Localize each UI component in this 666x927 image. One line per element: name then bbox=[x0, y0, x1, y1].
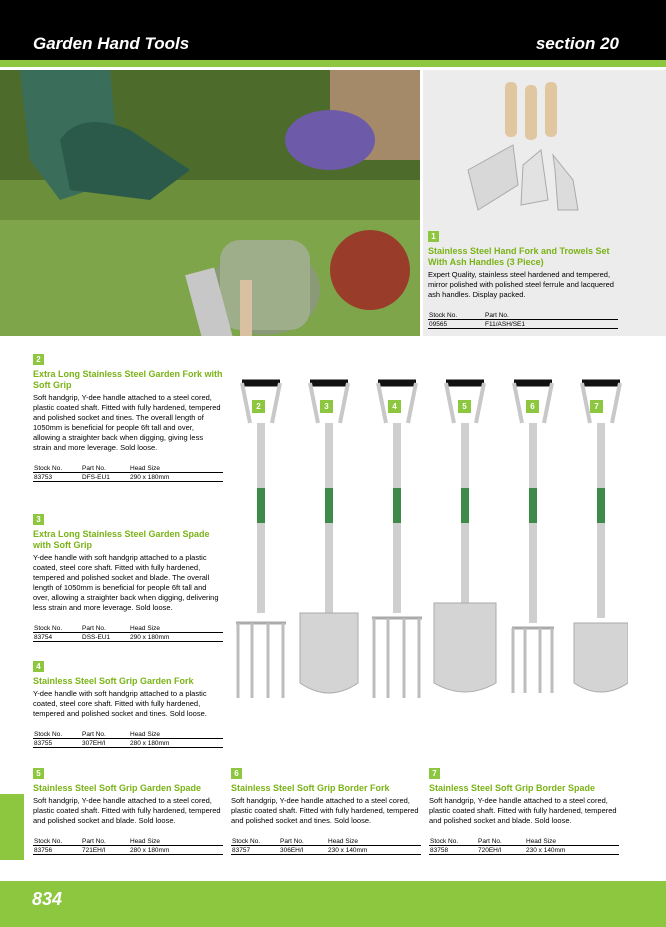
product-title: Stainless Steel Soft Grip Border Spade bbox=[429, 783, 596, 793]
product-number: 7 bbox=[429, 768, 440, 779]
tool-label-4: 4 bbox=[388, 400, 401, 413]
border-spade-tool bbox=[574, 383, 628, 692]
page-header bbox=[0, 0, 666, 60]
product-6 bbox=[231, 763, 421, 855]
product-title: Stainless Steel Soft Grip Garden Spade bbox=[33, 783, 202, 793]
tool-label-6: 6 bbox=[526, 400, 539, 413]
product-5 bbox=[33, 763, 223, 855]
stock-no: 09565 bbox=[428, 320, 484, 329]
product-number: 4 bbox=[33, 661, 44, 672]
col-part: Part No. bbox=[484, 303, 618, 320]
product-description: Soft handgrip, Y-dee handle attached to a steel cored, plastic coated shaft. Fitted with fully hardened, tempered and polished socket and tines. The overall length of 1050mm is beneficial for people 6ft tall and over, allowing a straighter back when digging, giving less strain and more leverage. Sold loose. bbox=[33, 393, 221, 452]
page-title: Garden Hand Tools bbox=[33, 34, 190, 53]
col-stock: Stock No. bbox=[428, 303, 484, 320]
stock-table bbox=[428, 303, 618, 329]
product-description: Y-dee handle with soft handgrip attached to a plastic coated, steel core shaft. Fitted with fully hardened, tempered and polished socket and tines. Sold loose. bbox=[33, 689, 207, 718]
product-number: 2 bbox=[33, 354, 44, 365]
page-number: 834 bbox=[32, 889, 63, 909]
hand-tools-image bbox=[423, 70, 666, 225]
part-no: F11/ASH/SE1 bbox=[484, 320, 618, 329]
tool-label-5: 5 bbox=[458, 400, 471, 413]
tool-label-2: 2 bbox=[252, 400, 265, 413]
spade-tool bbox=[434, 383, 496, 692]
product-title: Extra Long Stainless Steel Garden Spade with Soft Grip bbox=[33, 529, 210, 550]
garden-photo bbox=[0, 70, 420, 336]
page-footer bbox=[0, 881, 666, 927]
product-description: Y-dee handle with soft handgrip attached to a plastic coated, steel core shaft. Fitted with fully hardened, tempered and polished socket and blade. The overall length of 1050mm is beneficial for people 6ft tall and over, allowing a straighter back when digging, delivering less strain and more leverage. Sold loose. bbox=[33, 553, 219, 612]
stock-table: Stock No. Part No. Head Size 83754 DSS-EU1 290 x 180mm bbox=[33, 616, 223, 642]
product-1-panel bbox=[423, 70, 666, 336]
section-label: section 20 bbox=[535, 34, 619, 53]
product-2 bbox=[33, 349, 223, 482]
stock-table: Stock No. Part No. Head Size 83753 DFS-EU1 290 x 180mm bbox=[33, 456, 223, 482]
product-description: Expert Quality, stainless steel hardened and tempered, mirror polished with polished steel ferrule and lacquered ash handles. Display packed. bbox=[428, 270, 614, 299]
spade-tool bbox=[300, 383, 358, 693]
tool-label-7: 7 bbox=[590, 400, 603, 413]
product-title: Stainless Steel Hand Fork and Trowels Set With Ash Handles (3 Piece) bbox=[428, 246, 610, 267]
product-description: Soft handgrip, Y-dee handle attached to a steel cored, plastic coated shaft. Fitted with fully hardened, tempered and polished socket and blade. Sold loose. bbox=[429, 796, 617, 825]
product-number: 3 bbox=[33, 514, 44, 525]
product-number: 1 bbox=[428, 231, 439, 242]
product-3 bbox=[33, 509, 223, 642]
product-description: Soft handgrip, Y-dee handle attached to a steel cored, plastic coated shaft. Fitted with fully hardened, tempered and polished socket and blade. Sold loose. bbox=[33, 796, 221, 825]
border-fork-tool bbox=[512, 383, 554, 693]
product-title: Stainless Steel Soft Grip Garden Fork bbox=[33, 676, 194, 686]
product-number: 5 bbox=[33, 768, 44, 779]
header-accent-bar bbox=[0, 60, 666, 67]
tool-label-3: 3 bbox=[320, 400, 333, 413]
product-7 bbox=[429, 763, 619, 855]
stock-table: Stock No. Part No. Head Size 83758 720EH/I 230 x 140mm bbox=[429, 829, 619, 855]
stock-table: Stock No. Part No. Head Size 83756 721EH/I 280 x 180mm bbox=[33, 829, 223, 855]
fork-tool bbox=[236, 383, 286, 698]
product-title: Extra Long Stainless Steel Garden Fork with Soft Grip bbox=[33, 369, 223, 390]
product-4 bbox=[33, 656, 223, 748]
side-tab bbox=[0, 794, 24, 860]
stock-table: Stock No. Part No. Head Size 83757 306EH/I 230 x 140mm bbox=[231, 829, 421, 855]
product-title: Stainless Steel Soft Grip Border Fork bbox=[231, 783, 390, 793]
garden-tools-image bbox=[228, 378, 628, 708]
product-description: Soft handgrip, Y-dee handle attached to a steel cored, plastic coated shaft. Fitted with fully hardened, tempered and polished socket and tines. Sold loose. bbox=[231, 796, 419, 825]
product-number: 6 bbox=[231, 768, 242, 779]
fork-tool bbox=[372, 383, 422, 698]
stock-table: Stock No. Part No. Head Size 83755 307EH/I 280 x 180mm bbox=[33, 722, 223, 748]
